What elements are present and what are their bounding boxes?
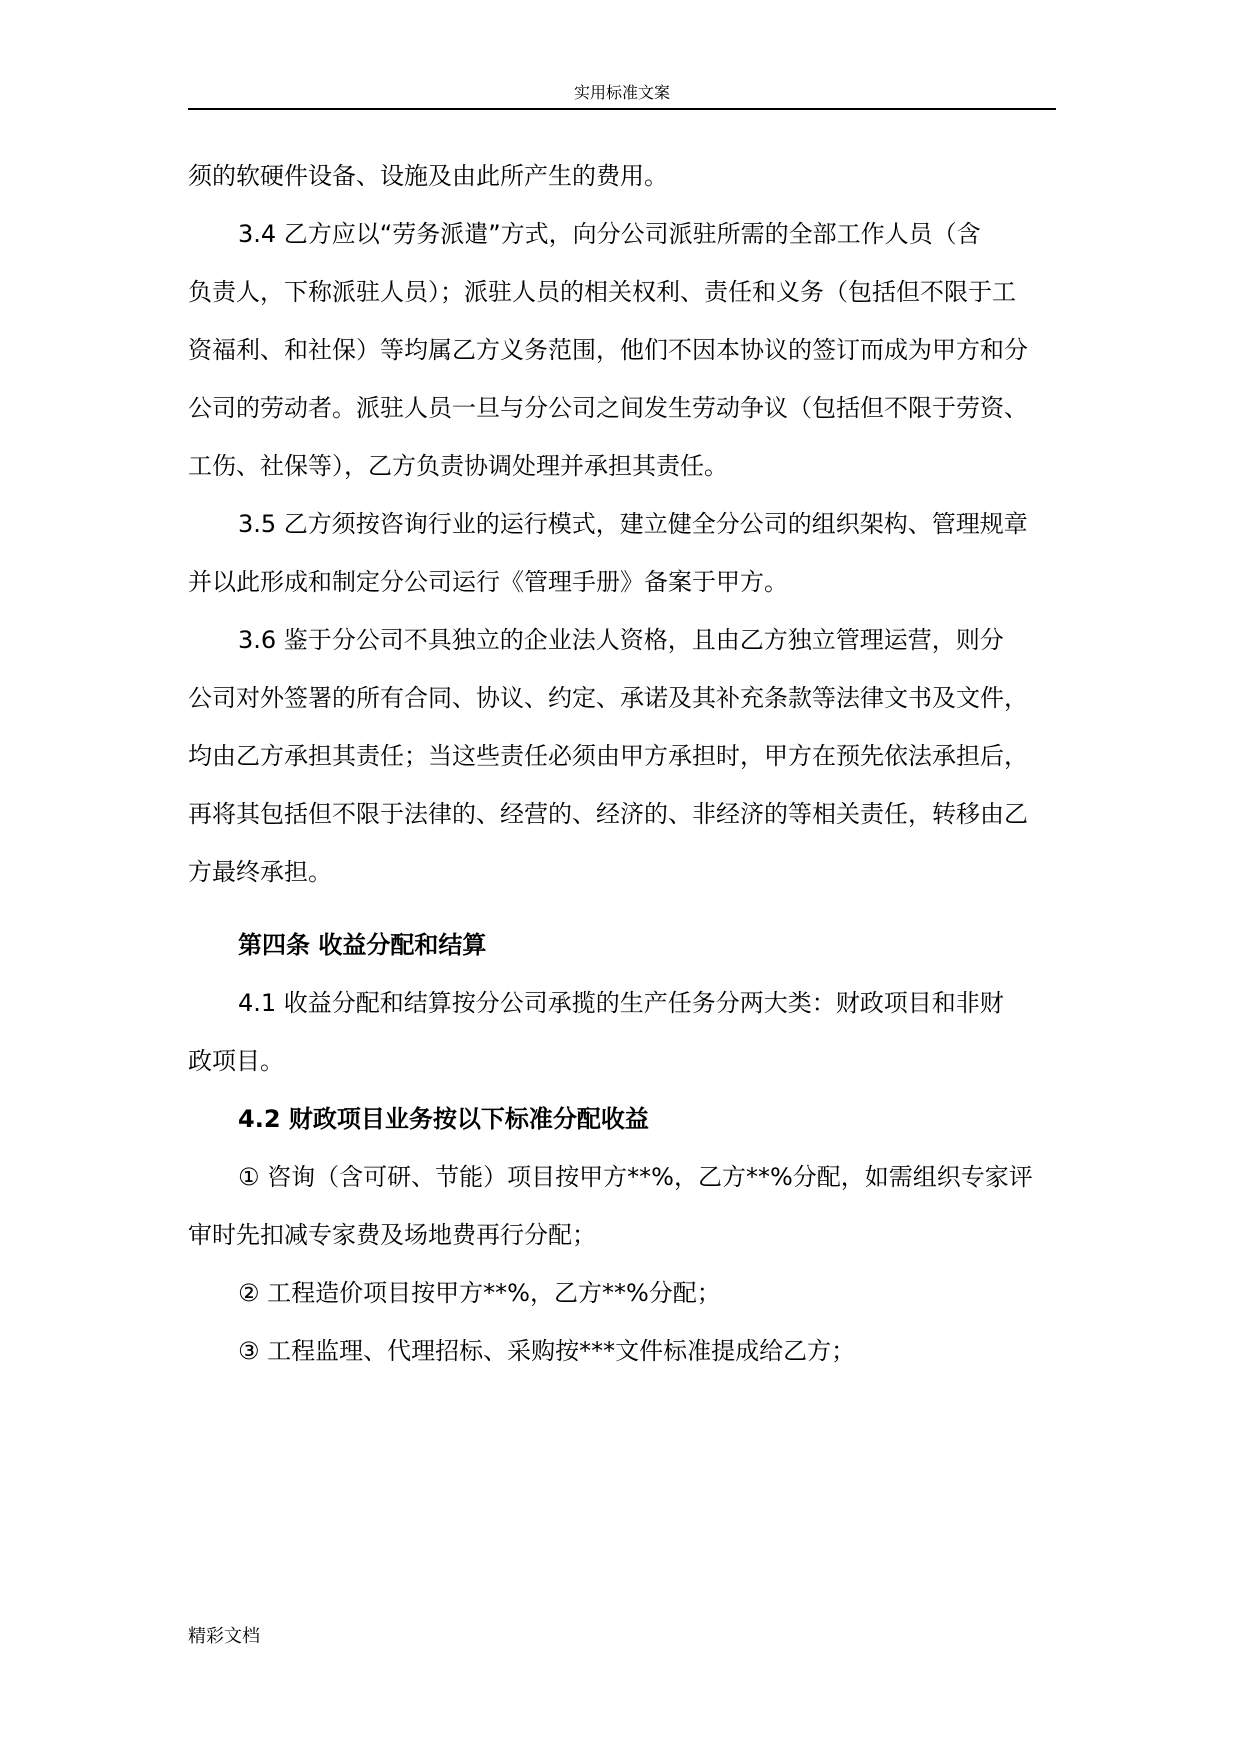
paragraph-line: 资福利、和社保）等均属乙方义务范围，他们不因本协议的签订而成为甲方和分 — [188, 336, 1028, 364]
paragraph-line: 3.6 鉴于分公司不具独立的企业法人资格，且由乙方独立管理运营，则分 — [238, 626, 1004, 654]
list-item: ② 工程造价项目按甲方**%，乙方**%分配； — [238, 1279, 721, 1307]
paragraph-line: 再将其包括但不限于法律的、经营的、经济的、非经济的等相关责任，转移由乙 — [188, 800, 1028, 828]
list-item: ③ 工程监理、代理招标、采购按***文件标准提成给乙方； — [238, 1337, 856, 1365]
paragraph-line: 并以此形成和制定分公司运行《管理手册》备案于甲方。 — [188, 568, 788, 596]
paragraph-line: 须的软硬件设备、设施及由此所产生的费用。 — [188, 162, 668, 190]
header-divider — [188, 108, 1056, 110]
paragraph-line: 3.5 乙方须按咨询行业的运行模式，建立健全分公司的组织架构、管理规章 — [238, 510, 1028, 538]
paragraph-line: 3.4 乙方应以“劳务派遣”方式，向分公司派驻所需的全部工作人员（含 — [238, 220, 981, 248]
section-heading: 第四条 收益分配和结算 — [238, 931, 487, 959]
page-footer: 精彩文档 — [188, 1626, 260, 1647]
paragraph-line: 工伤、社保等），乙方负责协调处理并承担其责任。 — [188, 452, 728, 480]
paragraph-line: 负责人，下称派驻人员）；派驻人员的相关权利、责任和义务（包括但不限于工 — [188, 278, 1016, 306]
subsection-heading: 4.2 财政项目业务按以下标准分配收益 — [238, 1105, 649, 1133]
paragraph-line: 方最终承担。 — [188, 858, 332, 886]
paragraph-line: 公司的劳动者。派驻人员一旦与分公司之间发生劳动争议（包括但不限于劳资、 — [188, 394, 1028, 422]
paragraph-line: 均由乙方承担其责任；当这些责任必须由甲方承担时，甲方在预先依法承担后， — [188, 742, 1028, 770]
paragraph-line: 公司对外签署的所有合同、协议、约定、承诺及其补充条款等法律文书及文件， — [188, 684, 1028, 712]
paragraph-line: 4.1 收益分配和结算按分公司承揽的生产任务分两大类：财政项目和非财 — [238, 989, 1004, 1017]
list-item-continuation: 审时先扣减专家费及场地费再行分配； — [188, 1221, 596, 1249]
page-header: 实用标准文案 — [573, 83, 670, 102]
list-item: ① 咨询（含可研、节能）项目按甲方**%，乙方**%分配，如需组织专家评 — [238, 1163, 1033, 1191]
paragraph-line: 政项目。 — [188, 1047, 284, 1075]
